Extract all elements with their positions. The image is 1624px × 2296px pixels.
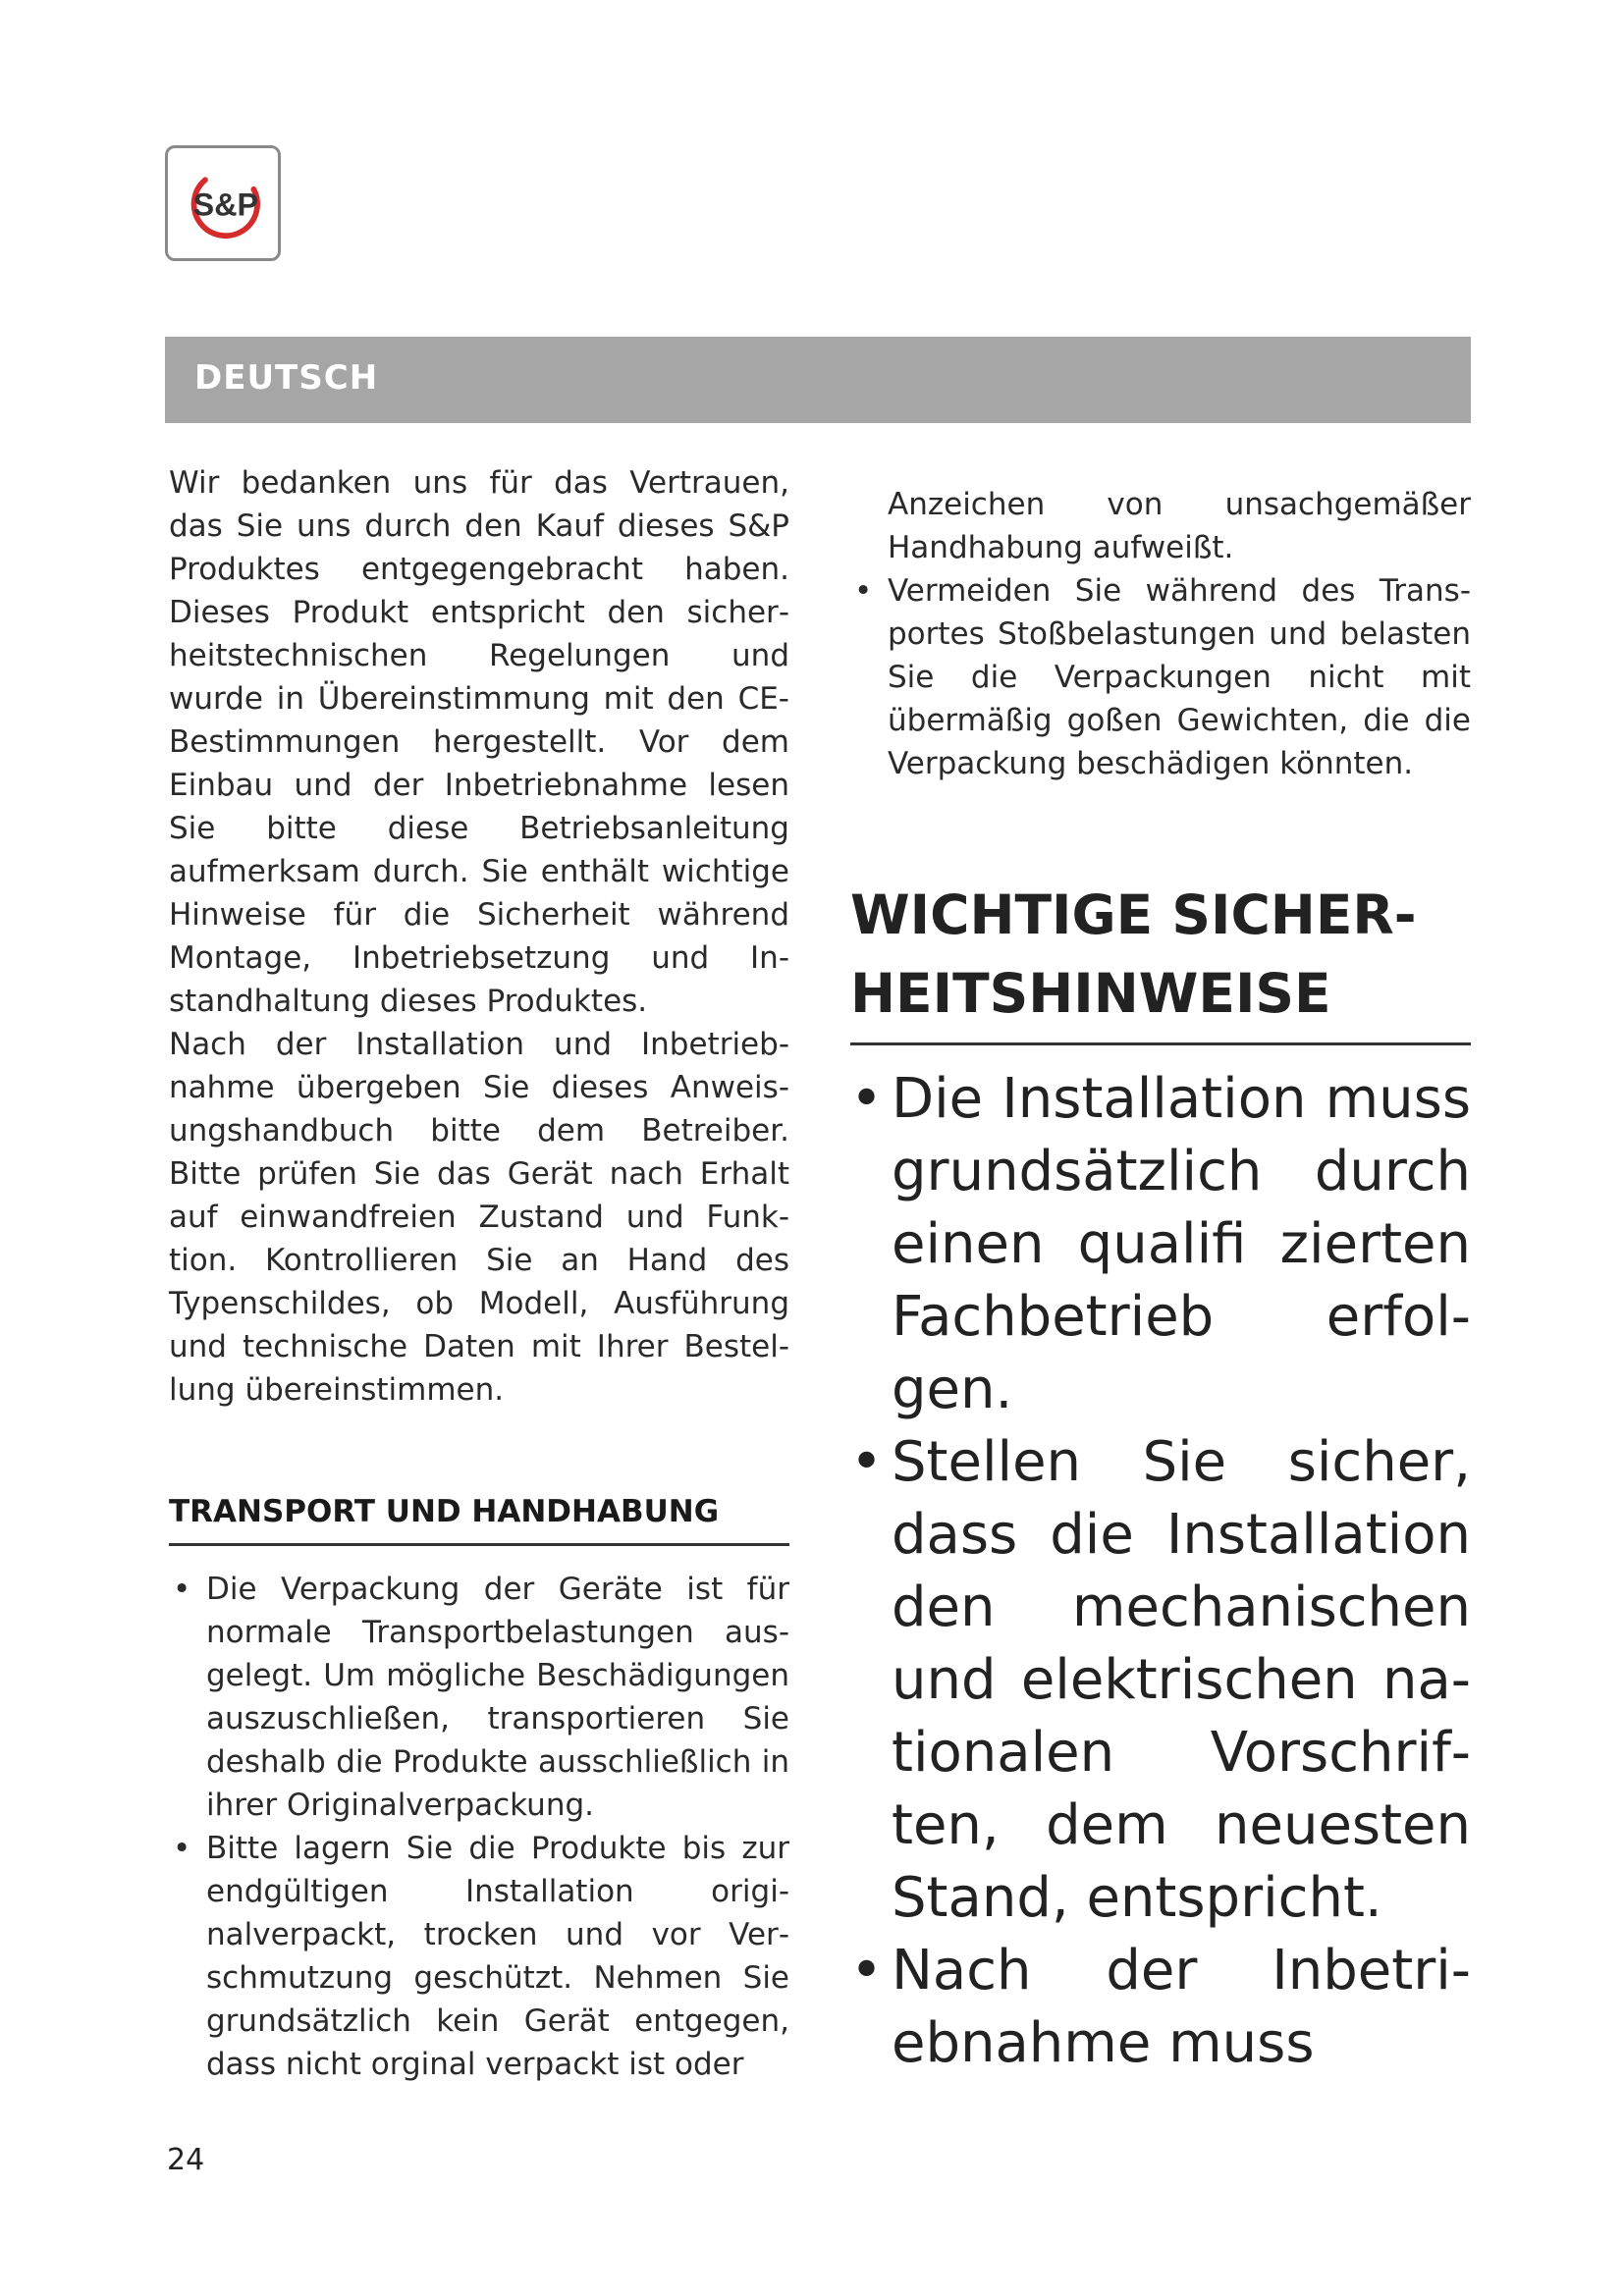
transport-list: [169, 1568, 789, 2086]
language-label: DEUTSCH: [194, 358, 379, 398]
intro-paragraph-1: Wir bedanken uns für das Vertrauen, das Sie uns durch den Kauf dieses S&P Produktes entgegengebracht haben. Dieses Produkt entspricht den sicherheitstechnischen Regelungen und wurde in Übereinstimmung mit den CE-Bestimmungen hergestellt. Vor dem Einbau und der Inbetriebnahme lesen Sie bitte diese Betriebsanleitung aufmerksam durch. Sie enthält wichtige Hinweise für die Sicherheit während Montage, Inbetriebsetzung und Instandhaltung dieses Produktes.: [169, 465, 789, 1019]
page-number: 24: [167, 2143, 205, 2177]
safety-section-title: [850, 876, 1471, 1045]
transport-list-continued: [850, 483, 1471, 785]
list-item: • Nach der Inbetriebnahme muss: [850, 1935, 1471, 2080]
list-item: • Stellen Sie sicher, dass die Installation den mechanischen und elektrischen nationalen Vorschriften, dem neuesten Stand, entspricht.: [850, 1426, 1471, 1935]
list-item: • Die Installation muss grundsätzlich durch einen qualifi zierten Fachbetrieb erfolgen.: [850, 1063, 1471, 1426]
right-column: [850, 461, 1471, 2080]
sp-logo: [165, 145, 281, 261]
transport-section-title: TRANSPORT UND HANDHABUNG: [169, 1492, 789, 1546]
list-item: • Vermeiden Sie während des Transportes Stoßbelastungen und belasten Sie die Verpackungen nicht mit übermäßig goßen Gewichten, die die Verpackung beschädigen könnten.: [850, 569, 1471, 785]
safety-list: [850, 1063, 1471, 2080]
list-item: • Bitte lagern Sie die Produkte bis zur endgültigen Installation originalverpackt, trocken und vor Verschmutzung geschützt. Nehmen Sie grundsätzlich kein Gerät entgegen, dass nicht orginal verpackt ist oder: [169, 1827, 789, 2086]
sp-logo-mark: [168, 148, 278, 258]
language-banner: [165, 337, 1471, 423]
list-item-continuation: Anzeichen von unsachgemäßer Handhabung aufweißt.: [888, 487, 1471, 565]
logo-text: S&P: [192, 187, 259, 223]
left-column: [169, 461, 789, 2086]
list-item: • Die Verpackung der Geräte ist für normale Transportbelastungen ausgelegt. Um mögliche Beschädigungen auszuschließen, transportieren Sie deshalb die Produkte ausschließlich in ihrer Originalverpackung.: [169, 1568, 789, 1827]
safety-title-text: WICHTIGE SICHER-HEITSHINWEISE: [850, 883, 1417, 1025]
intro-paragraph-2: Nach der Installation und Inbetriebnahme übergeben Sie dieses Anweisungshandbuch bitte dem Betreiber. Bitte prüfen Sie das Gerät nach Erhalt auf einwandfreien Zustand und Funktion. Kontrollieren Sie an Hand des Typenschildes, ob Modell, Ausführung und technische Daten mit Ihrer Bestellung übereinstimmen.: [169, 1027, 789, 1408]
